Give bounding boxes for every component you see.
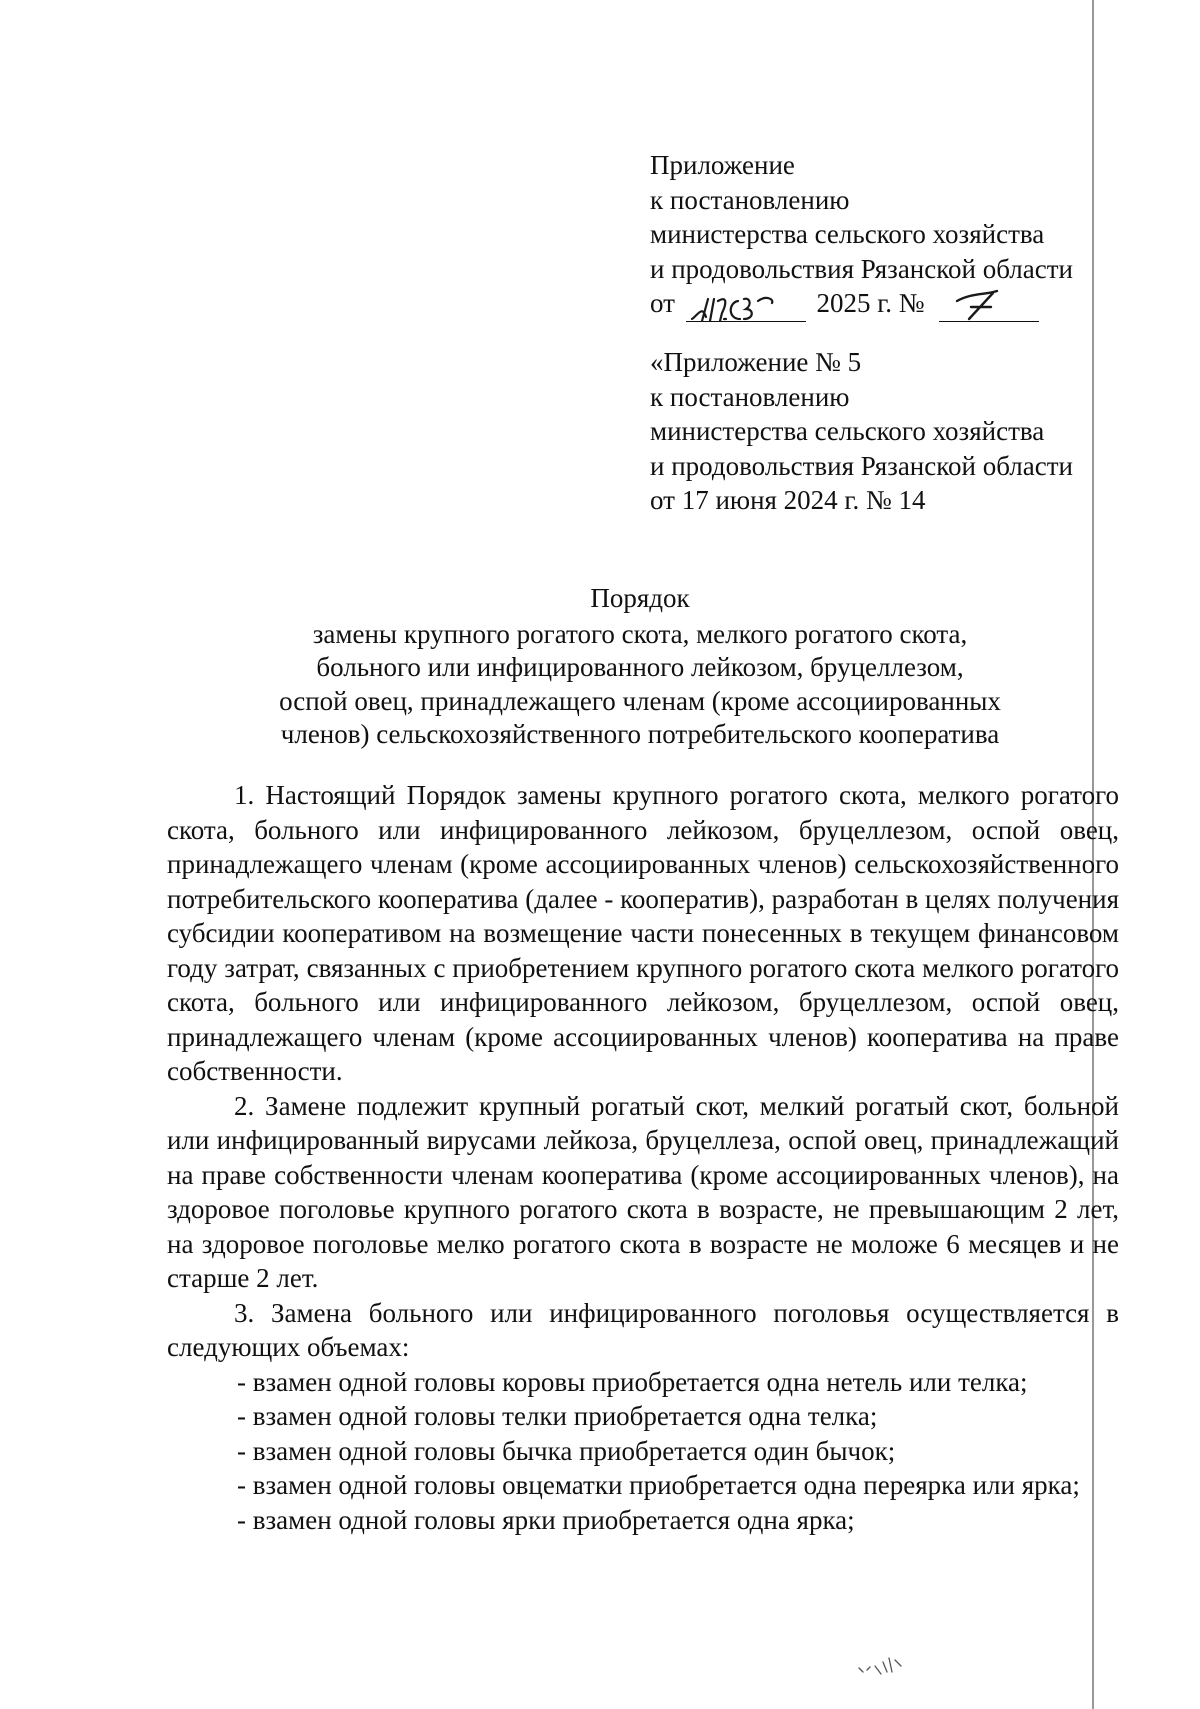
paragraph-2: 2. Замене подлежит крупный рогатый скот, мелкий рогатый скот, больной или инфицированный вирусами лейкоза, бруцеллеза, оспой овец, принадлежащий на праве собственности членам кооператива (кроме ассоциированных членов), на здоровое поголовье крупного рогатого скота в возрасте, не превышающим 2 лет, на здоровое поголовье мелко рогатого скота в возрасте не моложе 6 месяцев и не старше 2 лет. bbox=[167, 1090, 1119, 1293]
appendix-line-4: и продовольствия Рязанской области bbox=[650, 253, 1073, 284]
appendix-date-line bbox=[650, 286, 1073, 322]
title-heading: Порядок bbox=[590, 583, 690, 613]
prev-appendix-line-4: и продовольствия Рязанской области bbox=[650, 450, 1073, 481]
appendix-line-2: к постановлению bbox=[650, 184, 850, 215]
appendix-line-3: министерства сельского хозяйства bbox=[650, 219, 1045, 249]
handwritten-date bbox=[688, 291, 808, 325]
title-line-1: замены крупного рогатого скота, мелкого рогатого скота, bbox=[312, 618, 968, 649]
prev-appendix-line-2: к постановлению bbox=[650, 381, 850, 412]
prev-appendix-title: «Приложение № 5 bbox=[650, 347, 862, 377]
paragraph-3: 3. Замена больного или инфицированного поголовья осуществляется в следующих объемах: bbox=[167, 1297, 1119, 1362]
title-line-4: членов) сельскохозяйственного потребительского кооператива bbox=[280, 719, 1000, 749]
prev-appendix-date: от 17 июня 2024 г. № 14 bbox=[650, 485, 926, 515]
paragraph-1: 1. Настоящий Порядок замены крупного рогатого скота, мелкого рогатого скота, больного или инфицированного лейкозом, бруцеллезом, оспой овец, принадлежащего членам (кроме ассоциированных членов) сельскохозяйственного потребительского кооператива (далее - кооператив), разработан в целях получения субсидии кооперативом на возмещение части понесенных в текущем финансовом году затрат, связанных с приобретением крупного рогатого скота мелкого рогатого скота, больного или инфицированного лейкозом, бруцеллезом, оспой овец, принадлежащего членам (кроме ассоциированных членов) кооператива на праве собственности. bbox=[167, 780, 1119, 1086]
document-body bbox=[167, 778, 1119, 1537]
date-prefix: от bbox=[650, 288, 675, 318]
handwritten-number bbox=[947, 287, 1027, 323]
ink-mark bbox=[855, 1650, 925, 1680]
list-item: - взамен одной головы овцематки приобретается одна переярка или ярка; bbox=[237, 1470, 1080, 1500]
list-item: - взамен одной головы коровы приобретается одна нетель или телка; bbox=[237, 1366, 1028, 1397]
list-item: - взамен одной головы бычка приобретается один бычок; bbox=[237, 1435, 896, 1466]
prev-appendix-line-3: министерства сельского хозяйства bbox=[650, 416, 1045, 446]
appendix-title: Приложение bbox=[650, 150, 795, 180]
title-line-2: больного или инфицированного лейкозом, бруцеллезом, bbox=[316, 652, 964, 682]
list-item: - взамен одной головы телки приобретается одна телка; bbox=[237, 1401, 878, 1431]
previous-appendix-reference bbox=[650, 345, 1073, 518]
number-blank bbox=[939, 286, 1039, 322]
year-and-number-label: 2025 г. № bbox=[816, 288, 925, 318]
date-blank bbox=[686, 286, 806, 322]
document-title bbox=[160, 582, 1120, 752]
list-item: - взамен одной головы ярки приобретается одна ярка; bbox=[237, 1504, 855, 1535]
title-line-3: оспой овец, принадлежащего членам (кроме ассоциированных bbox=[279, 685, 1001, 716]
appendix-header bbox=[650, 148, 1073, 322]
